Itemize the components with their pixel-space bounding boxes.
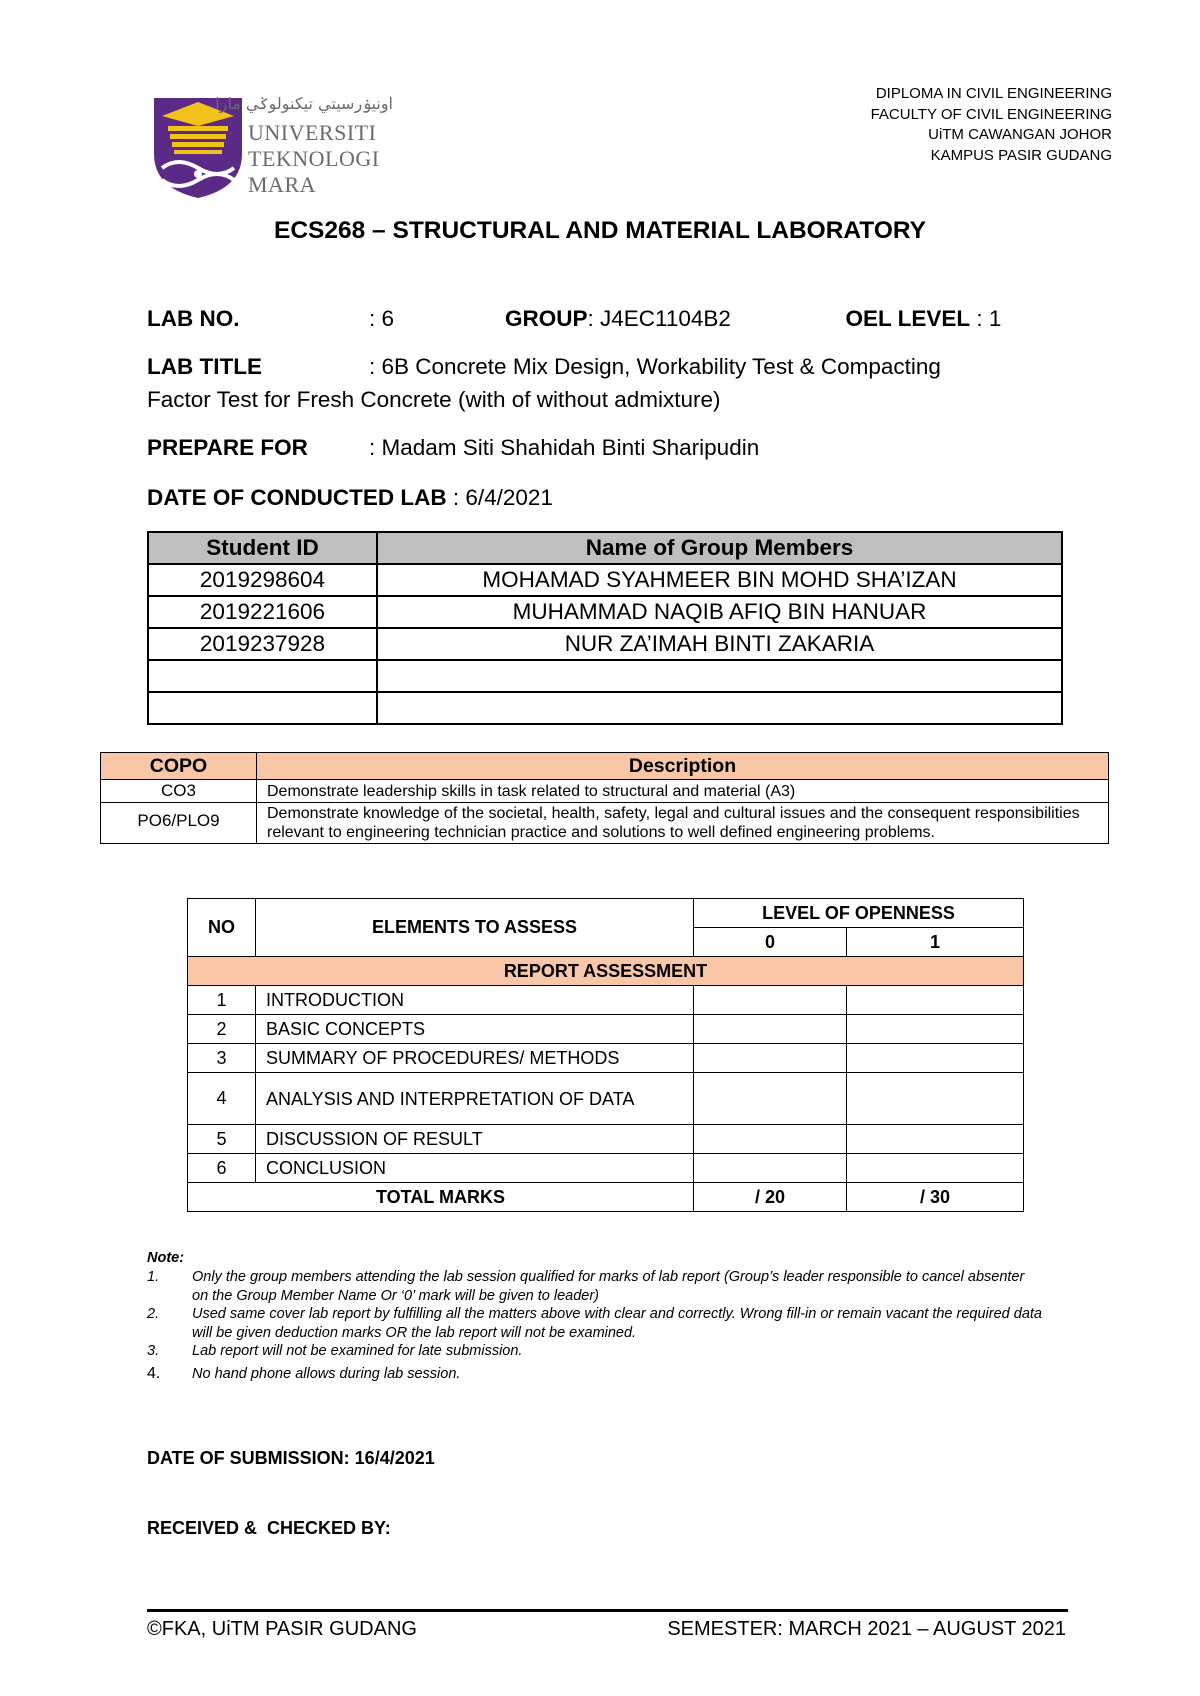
mark-cell-0 [694, 1015, 847, 1044]
table-row [188, 1125, 1024, 1154]
table-row [188, 1073, 1024, 1125]
table-row [148, 596, 1062, 628]
mark-cell-0 [694, 1073, 847, 1125]
copo-description-cell: Demonstrate knowledge of the societal, health, safety, legal and cultural issues and the consequent responsibilities relevant to engineering technician practice and solutions to well defined engineering problems. [257, 803, 1109, 844]
row-number: 2 [188, 1015, 256, 1044]
element-name: SUMMARY OF PROCEDURES/ METHODS [256, 1044, 694, 1073]
level-of-openness-header: LEVEL OF OPENNESS [694, 899, 1024, 928]
member-name-cell: NUR ZA’IMAH BINTI ZAKARIA [377, 628, 1062, 660]
table-row [148, 564, 1062, 596]
date-of-submission: DATE OF SUBMISSION: 16/4/2021 [147, 1448, 435, 1468]
row-number: 6 [188, 1154, 256, 1183]
logo-line-3: MARA [248, 172, 317, 197]
row-number: 3 [188, 1044, 256, 1073]
prepare-for-value: : Madam Siti Shahidah Binti Sharipudin [369, 435, 760, 460]
university-logo [148, 96, 393, 200]
members-table [147, 531, 1063, 725]
lab-title-label: LAB TITLE [147, 354, 262, 379]
mark-cell-1 [847, 986, 1024, 1015]
note-text: Only the group members attending the lab session qualified for marks of lab report (Group’s leader responsible to cancel absenter on the Group Member Name Or ‘0’ mark will be given to leader) [192, 1269, 1025, 1304]
notes-list [147, 1268, 1042, 1383]
level-0-header: 0 [694, 928, 847, 957]
mark-cell-1 [847, 1073, 1024, 1125]
mark-cell-0 [694, 1154, 847, 1183]
student-id-cell: 2019237928 [148, 628, 377, 660]
footer-semester: SEMESTER: MARCH 2021 – AUGUST 2021 [667, 1618, 1066, 1640]
date-conducted-value: : 6/4/2021 [452, 485, 553, 510]
element-name: CONCLUSION [256, 1154, 694, 1183]
date-conducted-label: DATE OF CONDUCTED LAB [147, 485, 447, 510]
table-row [148, 692, 1062, 724]
total-level-0: / 20 [694, 1183, 847, 1212]
table-row [188, 1154, 1024, 1183]
assessment-table [187, 898, 1024, 1212]
member-name-cell [377, 660, 1062, 692]
table-header-row [101, 753, 1109, 780]
oel-level-label: OEL LEVEL [845, 306, 971, 331]
note-number: 4. [147, 1364, 161, 1382]
copo-code-cell: PO6/PLO9 [101, 803, 257, 844]
note-text: Lab report will not be examined for late submission. [192, 1343, 523, 1359]
member-name-cell: MOHAMAD SYAHMEER BIN MOHD SHA’IZAN [377, 564, 1062, 596]
note-label: Note: [147, 1250, 185, 1266]
copo-table [100, 752, 1109, 844]
level-1-header: 1 [847, 928, 1024, 957]
footer-left-text: ©FKA, UiTM PASIR GUDANG [147, 1618, 417, 1640]
table-header-row [148, 532, 1062, 564]
notes-section [147, 1250, 1042, 1383]
note-text: No hand phone allows during lab session. [192, 1365, 461, 1382]
student-id-cell: 2019221606 [148, 596, 377, 628]
element-name: INTRODUCTION [256, 986, 694, 1015]
mark-cell-0 [694, 986, 847, 1015]
note-text: Used same cover lab report by fulfilling all the matters above with clear and correctly. Wrong fill-in or remain vacant the required data will be given deduction marks OR the lab report will not be examined. [192, 1306, 1042, 1341]
course-title: ECS268 – STRUCTURAL AND MATERIAL LABORATORY [273, 217, 927, 244]
lab-title-value-2: Factor Test for Fresh Concrete (with of without admixture) [147, 387, 721, 412]
student-id-cell [148, 692, 377, 724]
student-id-cell: 2019298604 [148, 564, 377, 596]
total-row [188, 1183, 1024, 1212]
mark-cell-1 [847, 1154, 1024, 1183]
copo-header: COPO [101, 753, 257, 780]
description-header: Description [257, 753, 1109, 780]
element-name: ANALYSIS AND INTERPRETATION OF DATA [256, 1073, 694, 1125]
note-number: 1. [147, 1269, 160, 1285]
table-row [148, 660, 1062, 692]
student-id-header: Student ID [148, 532, 377, 564]
report-assessment-section: REPORT ASSESSMENT [188, 957, 1024, 986]
institution-header [871, 84, 1112, 166]
oel-level-value: : 1 [976, 306, 1002, 331]
row-number: 5 [188, 1125, 256, 1154]
list-item [147, 1342, 1042, 1361]
no-header: NO [188, 899, 256, 957]
student-id-cell [148, 660, 377, 692]
element-name: BASIC CONCEPTS [256, 1015, 694, 1044]
footer-divider [147, 1609, 1068, 1612]
table-row [188, 986, 1024, 1015]
logo-line-1: UNIVERSITI [248, 120, 377, 145]
member-name-cell: MUHAMMAD NAQIB AFIQ BIN HANUAR [377, 596, 1062, 628]
copo-code-cell: CO3 [101, 780, 257, 803]
header-line: FACULTY OF CIVIL ENGINEERING [870, 105, 1112, 123]
mark-cell-1 [847, 1015, 1024, 1044]
list-item [147, 1268, 1042, 1305]
logo-line-2: TEKNOLOGI [248, 146, 380, 171]
group-label: GROUP [505, 306, 588, 331]
note-number: 2. [147, 1306, 160, 1322]
total-marks-label: TOTAL MARKS [188, 1183, 694, 1212]
row-number: 4 [188, 1073, 256, 1125]
prepare-for-label: PREPARE FOR [147, 435, 308, 460]
logo-jawi-text: اونيۏرسيتي تيكنولوݢي مارا [215, 94, 393, 113]
member-name-cell [377, 692, 1062, 724]
mark-cell-0 [694, 1125, 847, 1154]
element-name: DISCUSSION OF RESULT [256, 1125, 694, 1154]
row-number: 1 [188, 986, 256, 1015]
header-line: KAMPUS PASIR GUDANG [930, 146, 1112, 164]
date-conducted-row [147, 485, 553, 511]
elements-header: ELEMENTS TO ASSESS [256, 899, 694, 957]
note-number: 3. [147, 1343, 160, 1359]
lab-title-value-1: : 6B Concrete Mix Design, Workability Test & Compacting [369, 354, 941, 379]
mark-cell-0 [694, 1044, 847, 1073]
prepare-for-row [147, 435, 759, 461]
table-row [148, 628, 1062, 660]
table-row [188, 1044, 1024, 1073]
header-line: DIPLOMA IN CIVIL ENGINEERING [875, 85, 1112, 102]
received-checked-by: RECEIVED & CHECKED BY: [147, 1518, 391, 1538]
table-row [101, 780, 1109, 803]
section-row [188, 957, 1024, 986]
lab-info-row [147, 306, 1001, 332]
table-row [188, 1015, 1024, 1044]
member-name-header: Name of Group Members [377, 532, 1062, 564]
table-header-row [188, 899, 1024, 928]
list-item [147, 1365, 1042, 1384]
group-value: : J4EC1104B2 [587, 306, 731, 331]
mark-cell-1 [847, 1044, 1024, 1073]
copo-description-cell: Demonstrate leadership skills in task related to structural and material (A3) [257, 780, 1109, 803]
lab-title-row [147, 354, 941, 380]
total-level-1: / 30 [847, 1183, 1024, 1212]
mark-cell-1 [847, 1125, 1024, 1154]
list-item [147, 1305, 1042, 1342]
lab-no-label: LAB NO. [147, 306, 240, 331]
table-row [101, 803, 1109, 844]
lab-no-value: : 6 [369, 306, 395, 331]
header-line: UiTM CAWANGAN JOHOR [928, 126, 1112, 143]
